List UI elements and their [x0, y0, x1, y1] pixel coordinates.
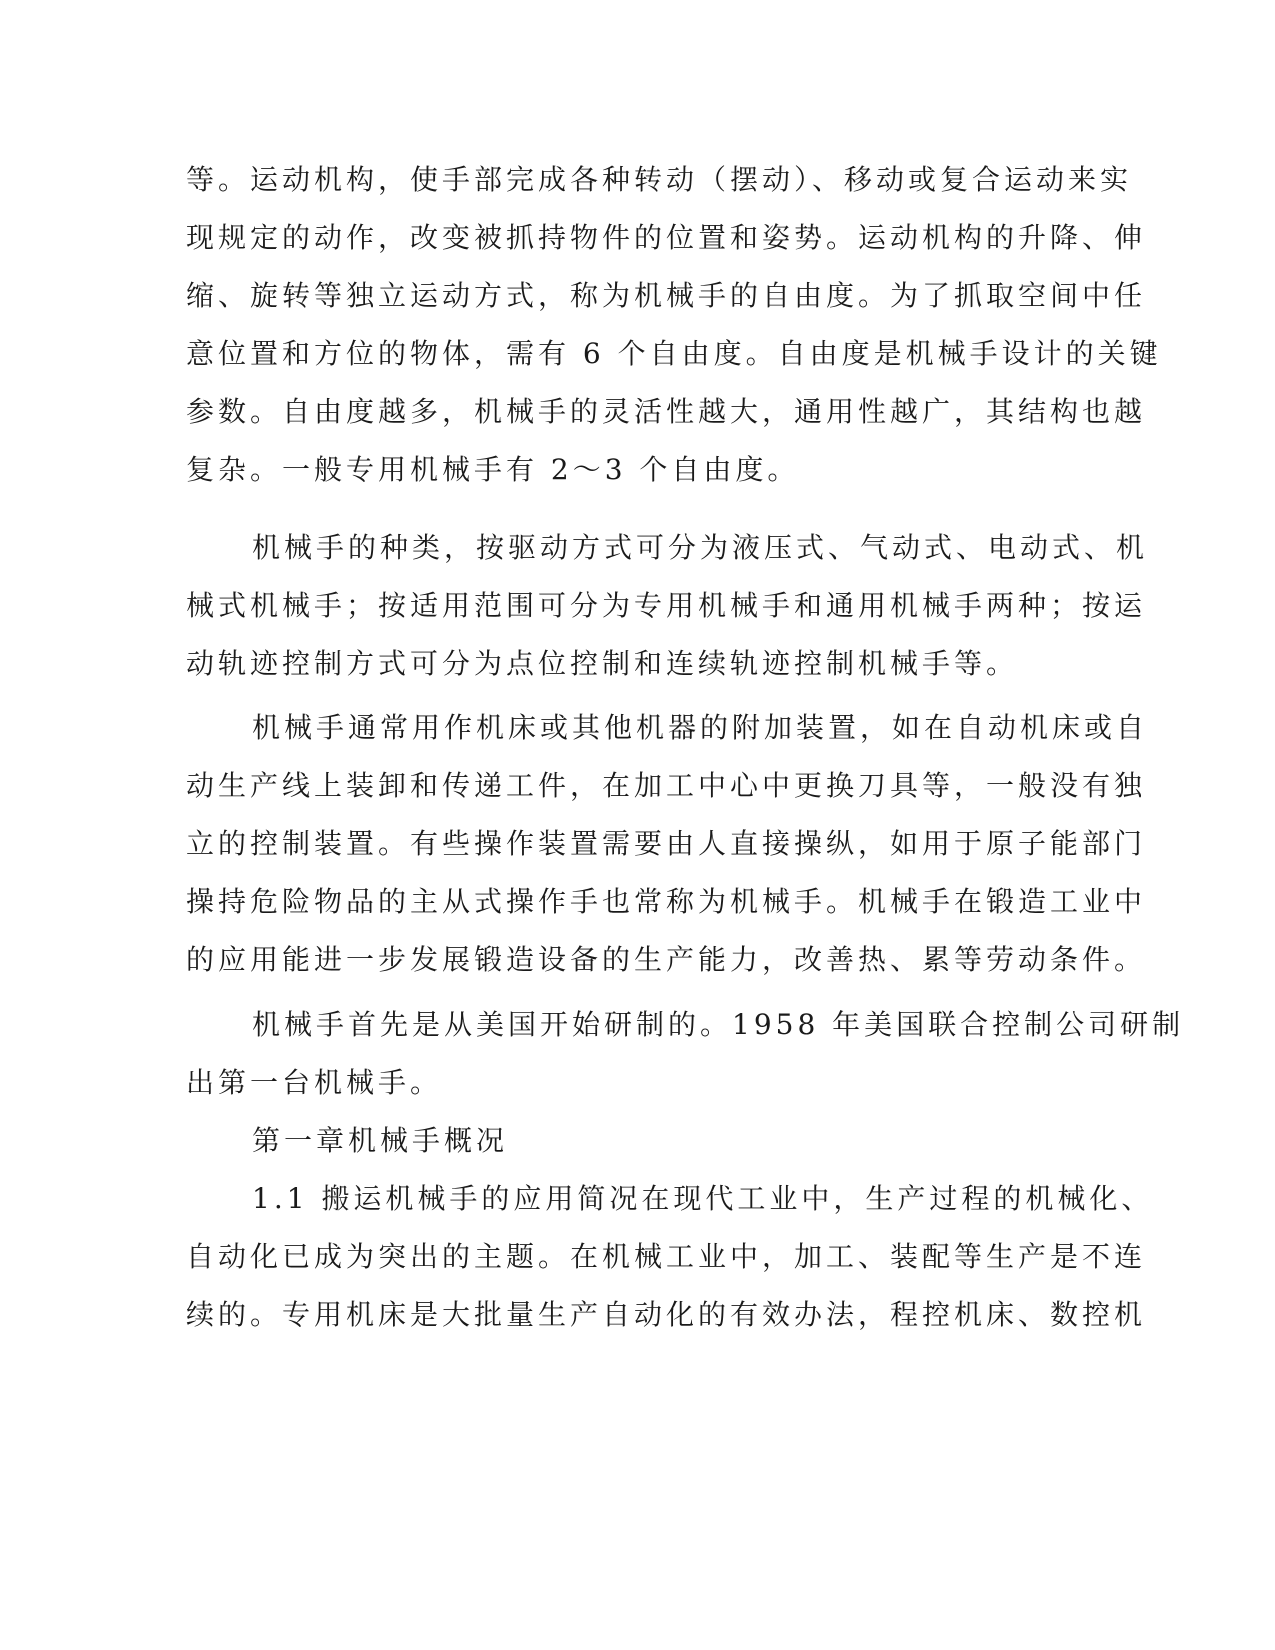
text-line: 等。运动机构，使手部完成各种转动（摆动）、移动或复合运动来实	[186, 163, 1133, 196]
chapter-heading: 第一章机械手概况	[252, 1124, 509, 1157]
text-line: 立的控制装置。有些操作装置需要由人直接操纵，如用于原子能部门	[186, 827, 1147, 860]
text-line: 续的。专用机床是大批量生产自动化的有效办法，程控机床、数控机	[186, 1298, 1147, 1331]
paragraph-first-line: 机械手首先是从美国开始研制的。1958 年美国联合控制公司研制	[252, 1008, 1185, 1041]
text-line: 现规定的动作，改变被抓持物件的位置和姿势。运动机构的升降、伸	[186, 221, 1147, 254]
text-line: 意位置和方位的物体，需有 6 个自由度。自由度是机械手设计的关键	[186, 337, 1162, 370]
text-line: 自动化已成为突出的主题。在机械工业中，加工、装配等生产是不连	[186, 1240, 1147, 1273]
text-line: 复杂。一般专用机械手有 2～3 个自由度。	[186, 453, 800, 486]
text-line: 参数。自由度越多，机械手的灵活性越大，通用性越广，其结构也越	[186, 395, 1147, 428]
paragraph-first-line: 机械手的种类，按驱动方式可分为液压式、气动式、电动式、机	[252, 531, 1149, 564]
text-line: 动生产线上装卸和传递工件，在加工中心中更换刀具等，一般没有独	[186, 769, 1147, 802]
paragraph-first-line: 机械手通常用作机床或其他机器的附加装置，如在自动机床或自	[252, 711, 1149, 744]
text-line: 动轨迹控制方式可分为点位控制和连续轨迹控制机械手等。	[186, 647, 1019, 680]
text-line: 操持危险物品的主从式操作手也常称为机械手。机械手在锻造工业中	[186, 885, 1147, 918]
text-line: 出第一台机械手。	[186, 1066, 443, 1099]
paragraph-first-line: 1.1 搬运机械手的应用简况在现代工业中，生产过程的机械化、	[252, 1182, 1154, 1215]
text-line: 械式机械手；按适用范围可分为专用机械手和通用机械手两种；按运	[186, 589, 1147, 622]
text-line: 缩、旋转等独立运动方式，称为机械手的自由度。为了抓取空间中任	[186, 279, 1147, 312]
text-line: 的应用能进一步发展锻造设备的生产能力，改善热、累等劳动条件。	[186, 943, 1147, 976]
